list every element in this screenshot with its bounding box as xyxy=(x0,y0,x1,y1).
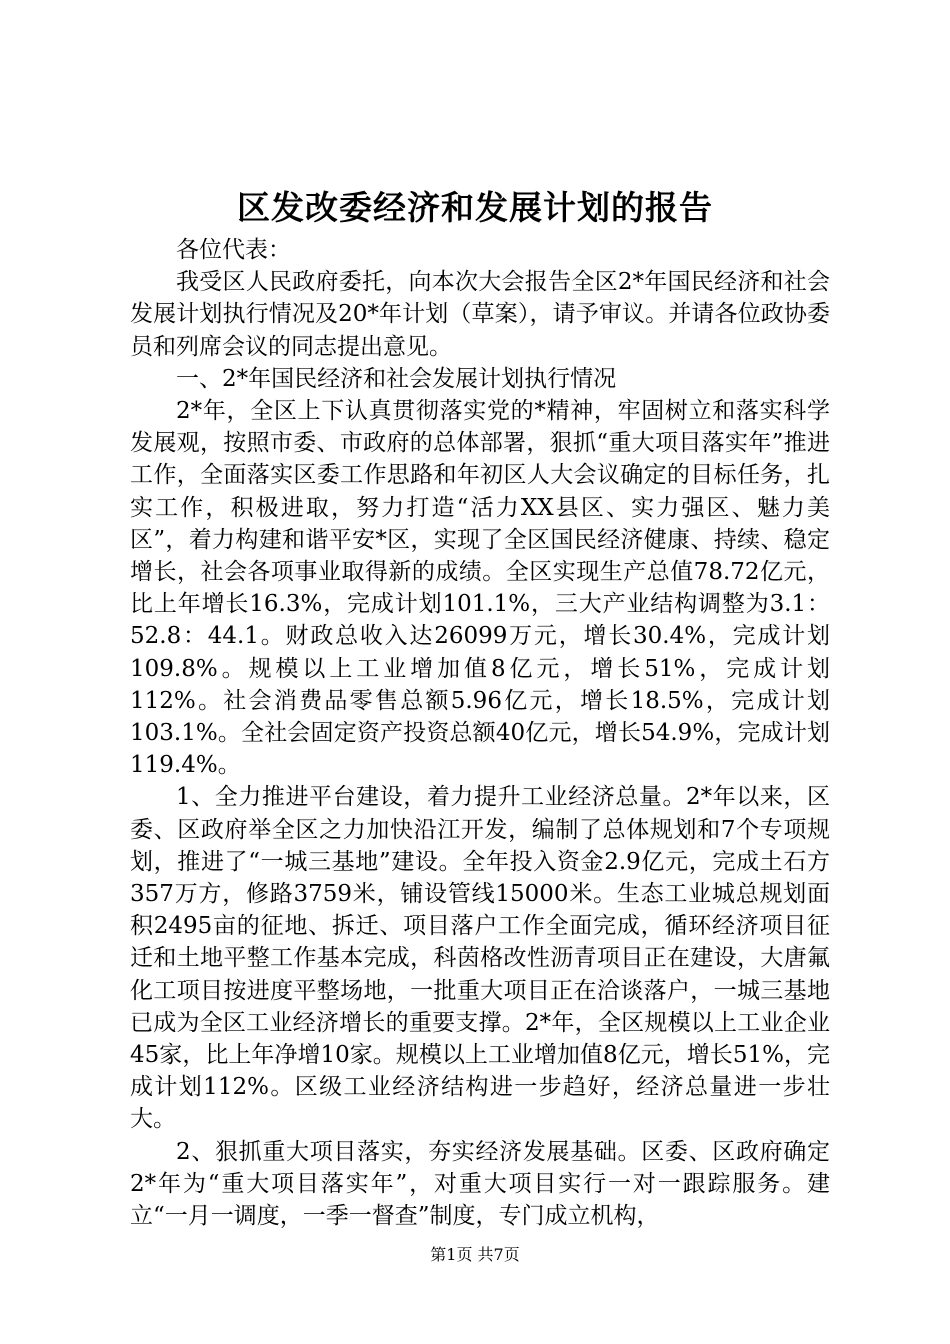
platform-construction-paragraph: 1、全力推进平台建设，着力提升工业经济总量。2*年以来，区委、区政府举全区之力加快沿江开发，编制了总体规划和7个专项规划，推进了“一城三基地”建设。全年投入资金2.9亿元，完成土石方357万方，修路3759米，铺设管线15000米。生态工业城总规划面积2495亩的征地、拆迁、项目落户工作全面完成，循环经济项目征迁和土地平整工作基本完成，科茵格改性沥青项目正在建设，大唐氟化工项目按进度平整场地，一批重大项目正在洽谈落户，一城三基地已成为全区工业经济增长的重要支撑。2*年，全区规模以上工业企业45家，比上年净增10家。规模以上工业增加值8亿元，增长51%，完成计划112%。区级工业经济结构进一步趋好，经济总量进一步壮大。 xyxy=(130,784,830,1133)
document-title: 区发改委经济和发展计划的报告 xyxy=(237,188,713,227)
page-number-footer: 第1页 共7页 xyxy=(430,1245,520,1264)
salutation-paragraph: 各位代表： xyxy=(176,237,291,263)
summary-paragraph: 2*年，全区上下认真贯彻落实党的*精神，牢固树立和落实科学发展观，按照市委、市政府的总体部署，狠抓“重大项目落实年”推进工作，全面落实区委工作思路和年初区人大会议确定的目标任务，扎实工作，积极进取，努力打造“活力XX县区、实力强区、魅力美区”，着力构建和谐平安*区，实现了全区国民经济健康、持续、稳定增长，社会各项事业取得新的成绩。全区实现生产总值78.72亿元，比上年增长16.3%，完成计划101.1%，三大产业结构调整为3.1：52.8：44.1。财政总收入达26099万元，增长30.4%，完成计划109.8%。规模以上工业增加值8亿元，增长51%，完成计划112%。社会消费品零售总额5.96亿元，增长18.5%，完成计划103.1%。全社会固定资产投资总额40亿元，增长54.9%，完成计划119.4%。 xyxy=(130,398,830,779)
major-projects-paragraph: 2、狠抓重大项目落实，夯实经济发展基础。区委、区政府确定2*年为“重大项目落实年”，对重大项目实行一对一跟踪服务。建立“一月一调度，一季一督查”制度，专门成立机构， xyxy=(130,1138,830,1230)
intro-paragraph: 我受区人民政府委托，向本次大会报告全区2*年国民经济和社会发展计划执行情况及20*年计划（草案），请予审议。并请各位政协委员和列席会议的同志提出意见。 xyxy=(130,269,830,360)
section-heading: 一、2*年国民经济和社会发展计划执行情况 xyxy=(176,365,617,392)
document-body xyxy=(130,234,830,1232)
